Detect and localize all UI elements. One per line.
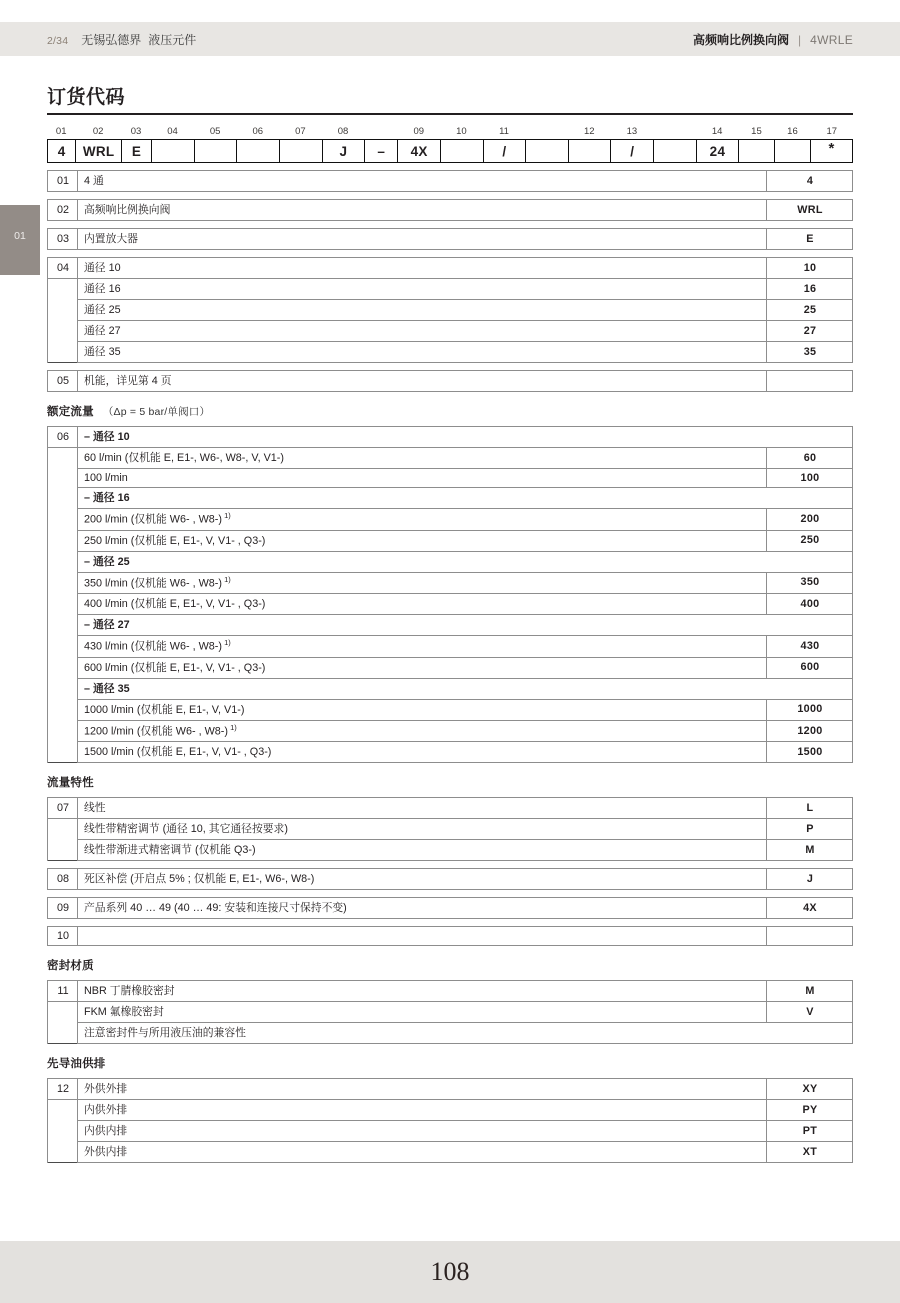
row-code-value-cell: 27	[767, 321, 853, 342]
row-description-cell: 通径 27	[78, 321, 767, 342]
row-code-value-cell	[767, 551, 853, 572]
row-description-cell: 外供外排	[78, 1079, 767, 1100]
row-number-cell	[48, 551, 78, 572]
row-description-cell: NBR 丁腈橡胶密封	[78, 981, 767, 1002]
code-box-17[interactable]: 24	[696, 139, 739, 163]
code-index-13: 13	[626, 126, 638, 137]
row-code-value-cell: 60	[767, 448, 853, 469]
row-description-cell: 通径 25	[78, 300, 767, 321]
row-description-cell: 100 l/min	[78, 469, 767, 488]
row-code-value-cell: E	[767, 229, 853, 250]
section-heading-text: 密封材质	[47, 960, 94, 973]
table-row	[48, 720, 853, 742]
table-row	[48, 840, 853, 861]
table-row	[48, 898, 853, 919]
side-tab-chapter-marker	[0, 205, 40, 275]
row-description-cell: 内供内排	[78, 1121, 767, 1142]
row-code-value-cell: 10	[767, 258, 853, 279]
table-row	[48, 1121, 853, 1142]
row-description-cell: 注意密封件与所用液压油的兼容性	[78, 1023, 853, 1044]
code-box-8[interactable]: J	[322, 139, 365, 163]
row-description-cell: 400 l/min (仅机能 E, E1-, V, V1- , Q3-)	[78, 594, 767, 615]
table-row	[48, 678, 853, 699]
code-box-15[interactable]: /	[610, 139, 653, 163]
code-boxes-row	[47, 139, 853, 163]
row-code-value-cell	[767, 371, 853, 392]
row-description-cell: 通径 35	[78, 342, 767, 363]
table-row	[48, 229, 853, 250]
footnote-marker: 1)	[221, 638, 231, 648]
spec-table-sec-09	[47, 897, 853, 919]
table-row	[48, 488, 853, 509]
row-description-cell: 200 l/min (仅机能 W6- , W8-) $^{1)}$	[78, 509, 767, 531]
code-box-1[interactable]: 4	[47, 139, 75, 163]
table-row	[48, 742, 853, 763]
table-row	[48, 615, 853, 636]
row-code-value-cell: M	[767, 840, 853, 861]
row-code-value-cell: 4X	[767, 898, 853, 919]
table-row	[48, 551, 853, 572]
code-index-row	[47, 120, 853, 137]
code-index-10: 10	[456, 126, 467, 137]
code-box-20[interactable]: *	[810, 139, 853, 163]
table-row	[48, 572, 853, 594]
code-box-5[interactable]	[194, 139, 237, 163]
ordering-code-content	[47, 120, 853, 1163]
row-number-cell	[48, 594, 78, 615]
row-description-cell: – 通径 35	[78, 678, 767, 699]
row-code-value-cell: 200	[767, 509, 853, 531]
page-title: 订货代码	[47, 87, 126, 108]
code-box-13[interactable]	[525, 139, 568, 163]
row-description-cell: FKM 氟橡胶密封	[78, 1002, 767, 1023]
row-number-cell	[48, 448, 78, 469]
row-number-cell	[48, 720, 78, 742]
code-index-05: 05	[209, 126, 221, 137]
title-underline-rule	[47, 113, 853, 115]
row-code-value-cell: 100	[767, 469, 853, 488]
row-number-cell	[48, 342, 78, 363]
code-box-12[interactable]: /	[483, 139, 526, 163]
header-doc-title: 高频响比例换向阀	[693, 32, 790, 47]
code-index-02: 02	[92, 126, 104, 137]
row-number-cell: 06	[48, 427, 78, 448]
section-heading-text: 先导油供排	[47, 1058, 106, 1071]
row-number-cell	[48, 279, 78, 300]
table-row	[48, 657, 853, 678]
header-brand-main: 无锡弘德界	[81, 32, 142, 47]
row-description-cell: – 通径 25	[78, 551, 767, 572]
code-box-9[interactable]: –	[364, 139, 397, 163]
row-description-cell: 高频响比例换向阀	[78, 200, 767, 221]
footnote-marker: 1)	[221, 574, 231, 584]
code-index-09: 09	[413, 126, 425, 137]
row-number-cell	[48, 530, 78, 551]
code-index-12: 12	[583, 126, 595, 137]
code-box-18[interactable]	[738, 139, 774, 163]
table-row	[48, 509, 853, 531]
row-number-cell: 01	[48, 171, 78, 192]
row-number-cell: 12	[48, 1079, 78, 1100]
row-code-value-cell: V	[767, 1002, 853, 1023]
row-code-value-cell: 1500	[767, 742, 853, 763]
row-description-cell: 通径 16	[78, 279, 767, 300]
row-number-cell: 04	[48, 258, 78, 279]
code-box-14[interactable]	[568, 139, 611, 163]
table-row	[48, 1142, 853, 1163]
row-description-cell: 线性	[78, 798, 767, 819]
table-row	[48, 1002, 853, 1023]
section-heading-sec-12	[47, 1055, 853, 1071]
table-row	[48, 927, 853, 946]
table-row	[48, 427, 853, 448]
spec-table-sec-07	[47, 797, 853, 861]
row-description-cell: 430 l/min (仅机能 W6- , W8-) $^{1)}$	[78, 636, 767, 658]
code-index-01: 01	[55, 126, 67, 137]
table-row	[48, 321, 853, 342]
code-box-4[interactable]	[151, 139, 194, 163]
row-number-cell: 10	[48, 927, 78, 946]
row-description-cell: 1000 l/min (仅机能 E, E1-, V, V1-)	[78, 699, 767, 720]
table-row	[48, 469, 853, 488]
row-description-cell: 60 l/min (仅机能 E, E1-, W6-, W8-, V, V1-)	[78, 448, 767, 469]
header-doc-code: 4WRLE	[810, 32, 853, 47]
section-heading-sec-06	[47, 403, 853, 419]
table-row	[48, 798, 853, 819]
table-row	[48, 279, 853, 300]
table-row	[48, 200, 853, 221]
table-row	[48, 1100, 853, 1121]
code-index-11: 11	[499, 126, 509, 137]
table-row	[48, 699, 853, 720]
row-number-cell	[48, 1023, 78, 1044]
table-row	[48, 636, 853, 658]
row-code-value-cell: 430	[767, 636, 853, 658]
row-number-cell	[48, 615, 78, 636]
row-code-value-cell	[767, 427, 853, 448]
table-row	[48, 530, 853, 551]
row-number-cell	[48, 1002, 78, 1023]
row-description-cell: 1500 l/min (仅机能 E, E1-, V, V1- , Q3-)	[78, 742, 767, 763]
row-number-cell: 05	[48, 371, 78, 392]
code-index-17: 17	[826, 126, 838, 137]
header-left-group	[0, 31, 196, 48]
spec-table-sec-11	[47, 980, 853, 1044]
spec-table-sec-04	[47, 257, 853, 363]
row-number-cell	[48, 678, 78, 699]
row-description-cell: 产品系列 40 … 49 (40 … 49: 安装和连接尺寸保持不变)	[78, 898, 767, 919]
spec-sections	[47, 170, 853, 1163]
row-code-value-cell: 1000	[767, 699, 853, 720]
code-index-14: 14	[711, 126, 723, 137]
code-box-2[interactable]: WRL	[75, 139, 120, 163]
row-description-cell: 250 l/min (仅机能 E, E1-, V, V1- , Q3-)	[78, 530, 767, 551]
row-description-cell: 线性带精密调节 (通径 10, 其它通径按要求)	[78, 819, 767, 840]
code-index-08: 08	[337, 126, 349, 137]
row-number-cell: 11	[48, 981, 78, 1002]
spec-table-sec-03	[47, 228, 853, 250]
row-description-cell: 600 l/min (仅机能 E, E1-, V, V1- , Q3-)	[78, 657, 767, 678]
row-code-value-cell: 250	[767, 530, 853, 551]
table-row	[48, 1079, 853, 1100]
row-code-value-cell: PY	[767, 1100, 853, 1121]
row-code-value-cell	[767, 678, 853, 699]
table-row	[48, 819, 853, 840]
row-number-cell: 03	[48, 229, 78, 250]
table-row	[48, 869, 853, 890]
row-number-cell	[48, 1100, 78, 1121]
row-code-value-cell: 350	[767, 572, 853, 594]
table-row	[48, 258, 853, 279]
code-index-06: 06	[252, 126, 264, 137]
row-number-cell	[48, 636, 78, 658]
row-number-cell	[48, 840, 78, 861]
row-number-cell: 02	[48, 200, 78, 221]
page-title-block	[47, 82, 853, 115]
table-row	[48, 594, 853, 615]
spec-table-sec-05	[47, 370, 853, 392]
row-code-value-cell: 25	[767, 300, 853, 321]
row-number-cell	[48, 1121, 78, 1142]
footer-page-number: 108	[430, 1257, 470, 1286]
row-description-cell: 外供内排	[78, 1142, 767, 1163]
header-separator: |	[798, 32, 802, 47]
side-tab-label: 01	[14, 230, 26, 242]
spec-table-sec-12	[47, 1078, 853, 1163]
row-code-value-cell: P	[767, 819, 853, 840]
row-code-value-cell: 16	[767, 279, 853, 300]
section-heading-text: 流量特性	[47, 777, 94, 790]
row-code-value-cell: 1200	[767, 720, 853, 742]
row-number-cell: 08	[48, 869, 78, 890]
section-heading-note: （Δp = 5 bar/单阀口）	[102, 406, 211, 418]
row-number-cell	[48, 742, 78, 763]
header-brand	[81, 31, 196, 48]
row-number-cell	[48, 300, 78, 321]
row-code-value-cell: M	[767, 981, 853, 1002]
code-box-10[interactable]: 4X	[397, 139, 440, 163]
table-row	[48, 448, 853, 469]
table-row	[48, 371, 853, 392]
row-code-value-cell: WRL	[767, 200, 853, 221]
table-row	[48, 981, 853, 1002]
row-description-cell: 线性带渐进式精密调节 (仅机能 Q3-)	[78, 840, 767, 861]
code-index-04: 04	[167, 126, 178, 137]
row-code-value-cell: 400	[767, 594, 853, 615]
table-row	[48, 1023, 853, 1044]
row-number-cell	[48, 1142, 78, 1163]
row-description-cell	[78, 927, 767, 946]
row-number-cell: 07	[48, 798, 78, 819]
code-index-15: 15	[751, 126, 762, 137]
row-code-value-cell: 4	[767, 171, 853, 192]
row-code-value-cell	[767, 615, 853, 636]
table-row	[48, 171, 853, 192]
row-description-cell: 死区补偿 (开启点 5% ; 仅机能 E, E1-, W6-, W8-)	[78, 869, 767, 890]
row-code-value-cell	[767, 927, 853, 946]
table-row	[48, 300, 853, 321]
row-number-cell	[48, 572, 78, 594]
spec-table-sec-08	[47, 868, 853, 890]
row-number-cell	[48, 509, 78, 531]
code-box-11[interactable]	[440, 139, 483, 163]
row-code-value-cell: J	[767, 869, 853, 890]
row-number-cell	[48, 321, 78, 342]
row-description-cell: 机能，详见第 4 页	[78, 371, 767, 392]
row-description-cell: 4 通	[78, 171, 767, 192]
row-number-cell	[48, 488, 78, 509]
code-index-07: 07	[295, 126, 306, 137]
row-description-cell: 通径 10	[78, 258, 767, 279]
row-code-value-cell: PT	[767, 1121, 853, 1142]
code-box-3[interactable]: E	[121, 139, 151, 163]
section-heading-text: 额定流量	[47, 406, 94, 418]
spec-table-sec-10	[47, 926, 853, 946]
row-code-value-cell: XY	[767, 1079, 853, 1100]
row-description-cell: 内置放大器	[78, 229, 767, 250]
row-description-cell: – 通径 27	[78, 615, 767, 636]
spec-table-sec-06	[47, 426, 853, 763]
header-page-indicator: 2/34	[47, 34, 69, 47]
spec-table-sec-02	[47, 199, 853, 221]
row-code-value-cell	[767, 488, 853, 509]
spec-table-sec-01	[47, 170, 853, 192]
section-heading-sec-07	[47, 774, 853, 790]
row-number-cell	[48, 469, 78, 488]
code-box-7[interactable]	[279, 139, 322, 163]
page-footer	[0, 1241, 900, 1303]
row-code-value-cell: XT	[767, 1142, 853, 1163]
section-heading-sec-11	[47, 957, 853, 973]
header-right-group	[693, 31, 900, 48]
row-description-cell: – 通径 10	[78, 427, 767, 448]
row-code-value-cell: 600	[767, 657, 853, 678]
header-brand-sub: 液压元件	[148, 32, 197, 47]
row-code-value-cell: 35	[767, 342, 853, 363]
row-description-cell: 1200 l/min (仅机能 W6- , W8-) $^{1)}$	[78, 720, 767, 742]
row-number-cell	[48, 699, 78, 720]
code-index-16: 16	[787, 126, 798, 137]
code-box-6[interactable]	[236, 139, 279, 163]
row-description-cell: – 通径 16	[78, 488, 767, 509]
table-row	[48, 342, 853, 363]
row-code-value-cell: L	[767, 798, 853, 819]
code-box-19[interactable]	[774, 139, 810, 163]
page-header	[0, 22, 900, 56]
footnote-marker: 1)	[227, 722, 237, 732]
row-number-cell	[48, 657, 78, 678]
footnote-marker: 1)	[221, 511, 231, 520]
row-description-cell: 内供外排	[78, 1100, 767, 1121]
row-number-cell	[48, 819, 78, 840]
code-box-16[interactable]	[653, 139, 696, 163]
row-number-cell: 09	[48, 898, 78, 919]
row-description-cell: 350 l/min (仅机能 W6- , W8-) $^{1)}$	[78, 572, 767, 594]
code-index-03: 03	[130, 126, 142, 137]
